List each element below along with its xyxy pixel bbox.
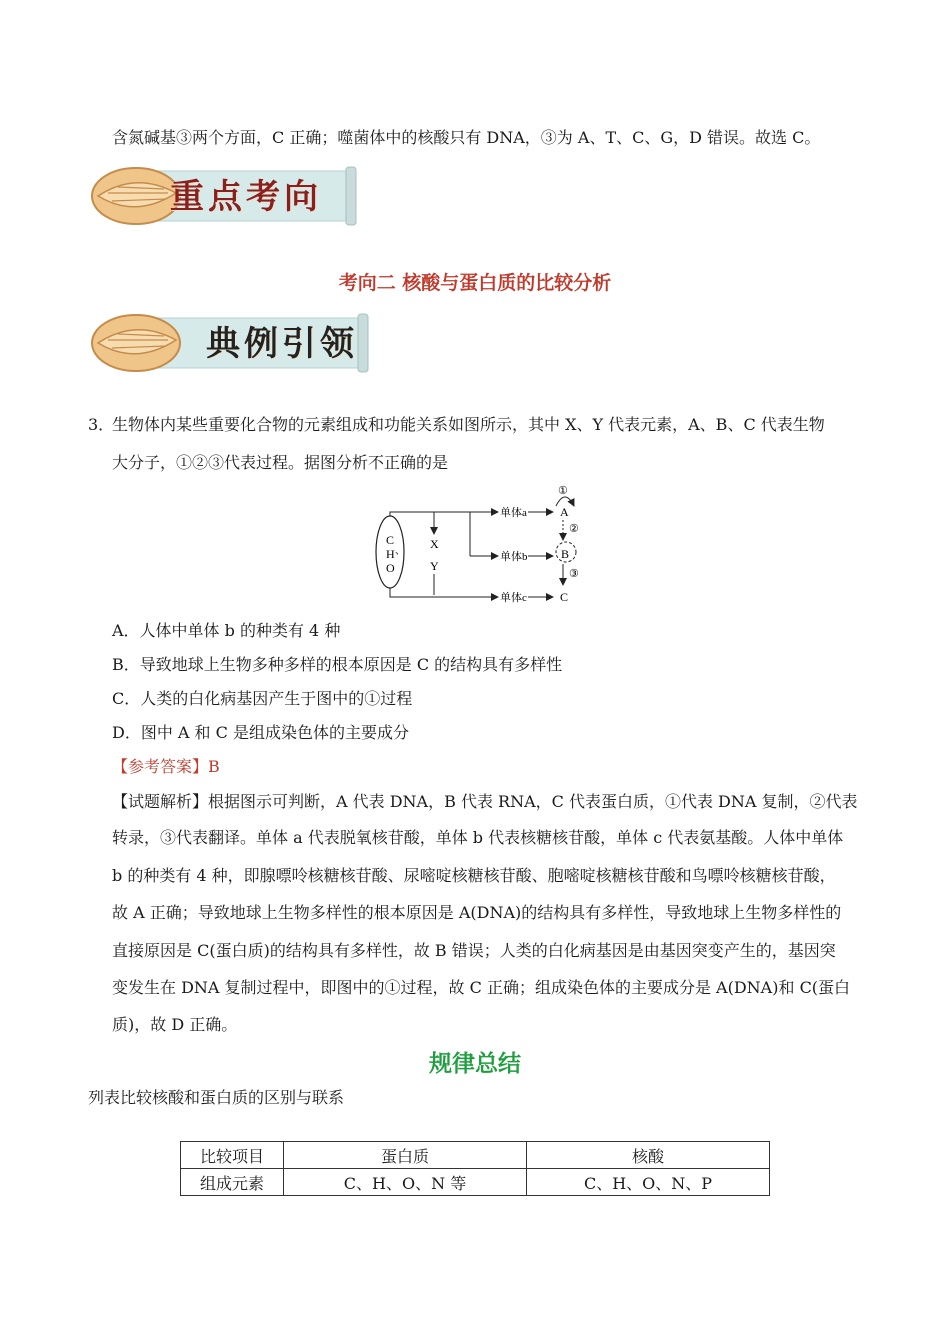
option-a: A．人体中单体 b 的种类有 4 种 [112, 621, 341, 640]
ellipse-sep: 、 [395, 546, 405, 557]
answer-label: 【参考答案】 [112, 757, 209, 776]
banner-title: 重点考向 [170, 177, 322, 217]
node-a: A [560, 505, 569, 519]
label-y: Y [430, 559, 439, 573]
table-cell: 组成元素 [181, 1169, 284, 1196]
table-row [181, 1169, 770, 1196]
element-function-diagram [370, 482, 590, 612]
table-cell: C、H、O、N、P [527, 1169, 770, 1196]
step-2: ② [569, 523, 579, 535]
section-title: 考向二 核酸与蛋白质的比较分析 [338, 272, 612, 294]
table-header-cell: 核酸 [527, 1142, 770, 1169]
table-header-row [181, 1142, 770, 1169]
comparison-table [180, 1141, 770, 1196]
question-number: 3． [88, 415, 115, 434]
analysis-line: 转录，③代表翻译。单体 a 代表脱氧核苷酸，单体 b 代表核糖核苷酸，单体 c 代表氨基酸。人体中单体 [112, 828, 844, 847]
banner-title: 典例引领 [206, 324, 358, 364]
ellipse-h: H [386, 547, 395, 561]
question-line-1: 生物体内某些重要化合物的元素组成和功能关系如图所示，其中 X、Y 代表元素，A、B、C 代表生物 [112, 415, 825, 434]
summary-title: 规律总结 [429, 1051, 521, 1077]
ellipse-c: C [386, 533, 395, 547]
table-cell: C、H、O、N 等 [284, 1169, 527, 1196]
analysis-line: 变发生在 DNA 复制过程中，即图中的①过程，故 C 正确；组成染色体的主要成分是 A(DNA)和 C(蛋白 [112, 978, 851, 997]
option-b: B．导致地球上生物多种多样的根本原因是 C 的结构具有多样性 [112, 655, 563, 674]
option-d: D．图中 A 和 C 是组成染色体的主要成分 [112, 723, 409, 742]
analysis-line: 故 A 正确；导致地球上生物多样性的根本原因是 A(DNA)的结构具有多样性，导致地球上生物多样性的 [112, 903, 842, 922]
banner-key-points [88, 163, 358, 229]
node-b: B [561, 547, 570, 561]
ellipse-o: O [386, 561, 395, 575]
banner-typical-example [88, 310, 358, 376]
table-header-cell: 蛋白质 [284, 1142, 527, 1169]
step-3: ③ [569, 568, 579, 580]
summary-intro: 列表比较核酸和蛋白质的区别与联系 [88, 1088, 345, 1107]
analysis-line: 直接原因是 C(蛋白质)的结构具有多样性，故 B 错误；人类的白化病基因是由基因突变产生的，基因突 [112, 941, 836, 960]
analysis-line: 质)，故 D 正确。 [112, 1015, 238, 1034]
analysis-line: b 的种类有 4 种，即腺嘌呤核糖核苷酸、尿嘧啶核糖核苷酸、胞嘧啶核糖核苷酸和鸟嘌呤核糖核苷酸， [112, 866, 836, 885]
answer-value: B [208, 757, 220, 776]
monomer-b: 单体b [500, 551, 528, 563]
monomer-a: 单体a [500, 507, 527, 519]
label-x: X [430, 537, 439, 551]
monomer-c: 单体c [500, 592, 527, 604]
intro-line: 含氮碱基③两个方面，C 正确；噬菌体中的核酸只有 DNA，③为 A、T、C、G，D 错误。故选 C。 [112, 128, 821, 147]
step-1: ① [558, 485, 568, 497]
answer [112, 757, 220, 777]
analysis-line: 【试题解析】根据图示可判断，A 代表 DNA，B 代表 RNA，C 代表蛋白质，①代表 DNA 复制，②代表 [112, 792, 858, 811]
question-line-2: 大分子，①②③代表过程。据图分析不正确的是 [112, 453, 449, 472]
node-c: C [560, 590, 569, 604]
option-c: C．人类的白化病基因产生于图中的①过程 [112, 689, 413, 708]
table-header-cell: 比较项目 [181, 1142, 284, 1169]
